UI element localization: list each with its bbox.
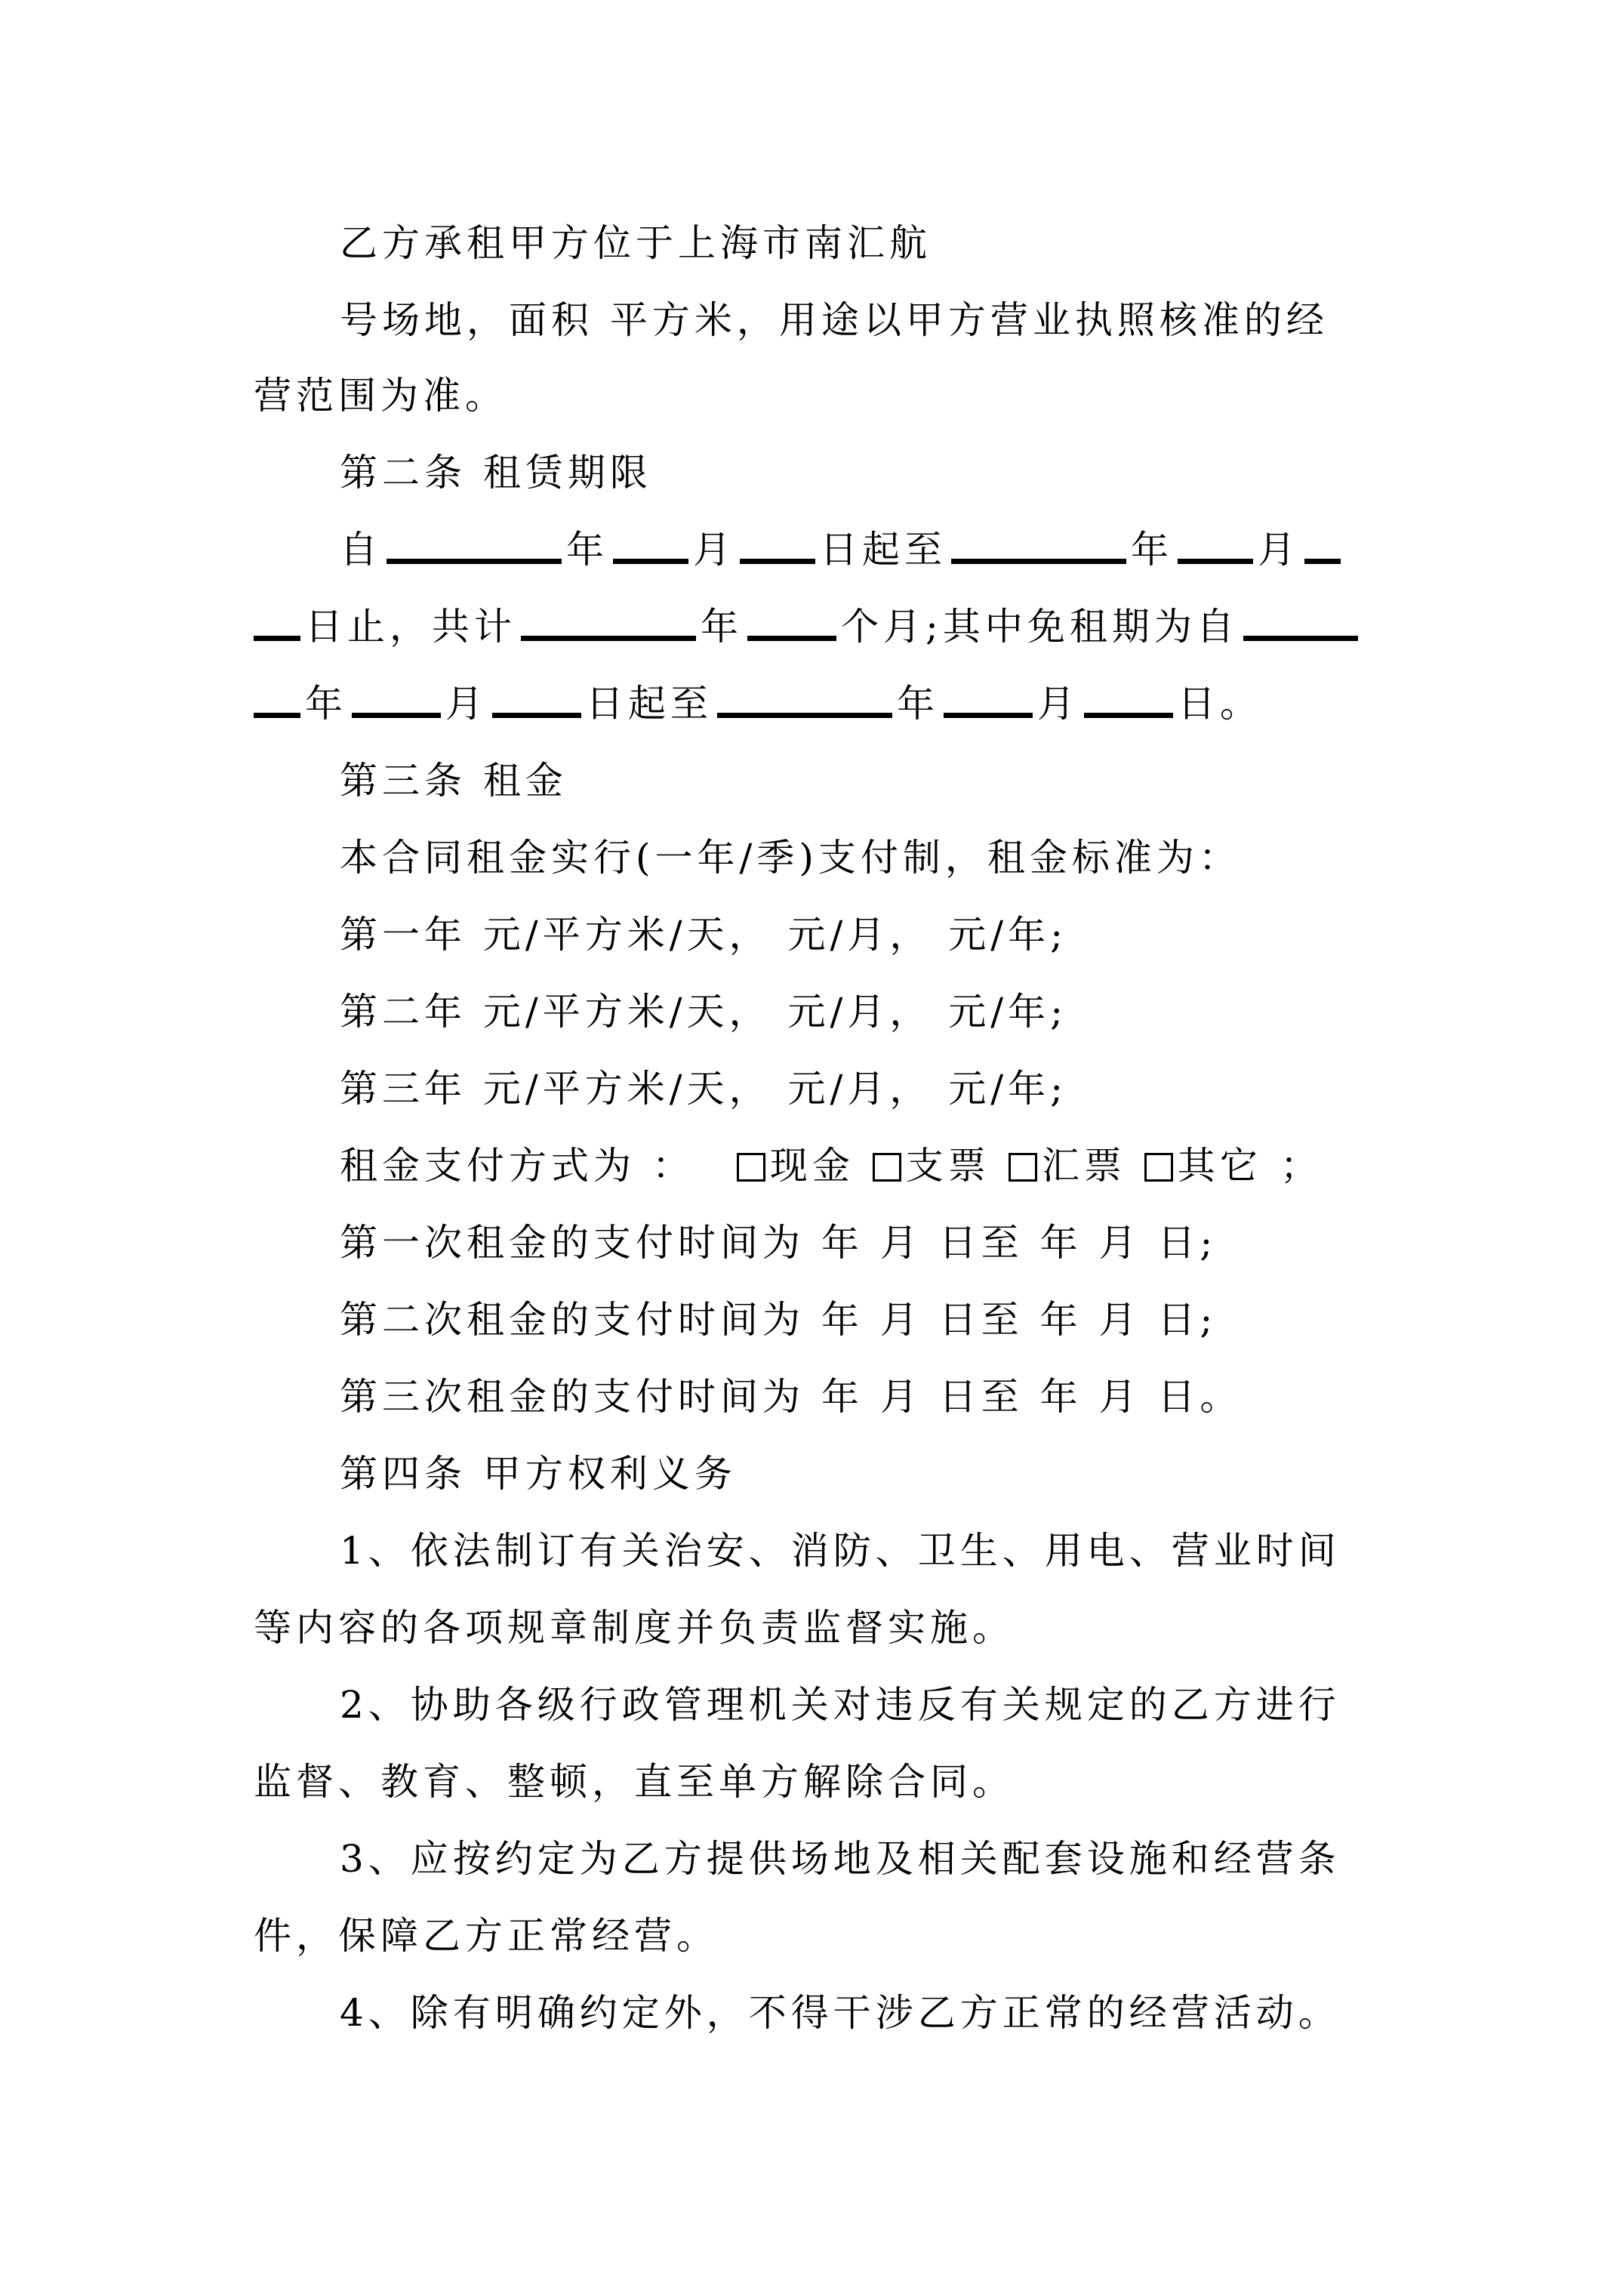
payment-method-label: 租金支付方式为 ： — [340, 1144, 694, 1188]
total-months-blank[interactable] — [747, 633, 836, 641]
article4-title: 第四条 甲方权利义务 — [340, 1452, 737, 1496]
end-month-blank[interactable] — [1178, 556, 1253, 564]
start-day-blank[interactable] — [740, 556, 815, 564]
payment-time-2: 第二次租金的支付时间为 年 月 日至 年 月 日; — [340, 1298, 1218, 1342]
article4-item3-line2: 件，保障乙方正常经营。 — [254, 1914, 719, 1958]
option-draft-label: 汇票 — [1041, 1144, 1126, 1188]
checkbox-cash[interactable] — [737, 1153, 765, 1182]
para1-line2: 号场地，面积 平方米，用途以甲方营业执照核准的经 — [340, 298, 1329, 342]
start-month-label: 月 — [693, 528, 735, 572]
free-start-month-blank[interactable] — [352, 710, 441, 718]
end-day-label: 日止，共计 — [305, 605, 516, 649]
end-day-blank-part2[interactable] — [254, 633, 300, 641]
checkbox-other[interactable] — [1144, 1153, 1173, 1182]
free-start-month-label: 月 — [445, 682, 488, 726]
option-check-label: 支票 — [905, 1144, 990, 1188]
start-day-label: 日起至 — [820, 528, 947, 572]
article4-item1-line2: 等内容的各项规章制度并负责监督实施。 — [254, 1606, 1015, 1650]
rent-year3: 第三年 元/平方米/天， 元/月， 元/年; — [340, 1067, 1067, 1111]
total-years-label: 年 — [701, 605, 743, 649]
end-year-label: 年 — [1131, 528, 1173, 572]
article4-item2-line2: 监督、教育、整顿，直至单方解除合同。 — [254, 1760, 1015, 1804]
payment-method-end: ； — [1280, 1144, 1323, 1188]
free-start-year-blank-part1[interactable] — [1243, 633, 1358, 641]
free-start-year-label: 年 — [305, 682, 347, 726]
end-month-label: 月 — [1258, 528, 1300, 572]
lease-term-line1 — [340, 527, 1341, 572]
article4-item4-line1: 4、除有明确约定外，不得干涉乙方正常的经营活动。 — [340, 1991, 1341, 2035]
free-end-day-label: 日。 — [1178, 682, 1262, 726]
start-month-blank[interactable] — [613, 556, 688, 564]
rent-free-from-label: 个月;其中免租期为自 — [841, 605, 1239, 649]
article3-title: 第三条 租金 — [340, 759, 568, 803]
rent-year1: 第一年 元/平方米/天， 元/月， 元/年; — [340, 913, 1067, 957]
lease-term-from: 自 — [340, 528, 382, 572]
para1-line3: 营范围为准。 — [254, 374, 507, 418]
option-other-label: 其它 — [1177, 1144, 1262, 1188]
free-end-year-blank[interactable] — [717, 710, 892, 718]
end-year-blank[interactable] — [951, 556, 1126, 564]
article2-title: 第二条 租赁期限 — [340, 451, 652, 495]
payment-time-1: 第一次租金的支付时间为 年 月 日至 年 月 日; — [340, 1221, 1218, 1265]
start-year-blank[interactable] — [387, 556, 562, 564]
free-start-year-blank-part2[interactable] — [254, 710, 300, 718]
payment-time-3: 第三次租金的支付时间为 年 月 日至 年 月 日。 — [340, 1375, 1243, 1419]
payment-method-line — [340, 1143, 1323, 1188]
free-end-day-blank[interactable] — [1084, 710, 1173, 718]
rent-intro: 本合同租金实行(一年/季)支付制，租金标准为： — [340, 836, 1241, 880]
free-end-month-label: 月 — [1037, 682, 1079, 726]
lease-term-line2 — [254, 604, 1358, 649]
checkbox-check[interactable] — [873, 1153, 901, 1182]
option-cash-label: 现金 — [769, 1144, 855, 1188]
total-years-blank[interactable] — [521, 633, 696, 641]
rent-year2: 第二年 元/平方米/天， 元/月， 元/年; — [340, 990, 1067, 1034]
lease-term-line3 — [254, 681, 1262, 726]
article4-item1-line1: 1、依法制订有关治安、消防、卫生、用电、营业时间 — [340, 1529, 1341, 1573]
free-start-day-label: 日起至 — [586, 682, 713, 726]
free-end-month-blank[interactable] — [944, 710, 1033, 718]
start-year-label: 年 — [566, 528, 608, 572]
article4-item2-line1: 2、协助各级行政管理机关对违反有关规定的乙方进行 — [340, 1683, 1341, 1727]
para1-line1: 乙方承租甲方位于上海市南汇航 — [340, 221, 932, 265]
free-start-day-blank[interactable] — [492, 710, 581, 718]
end-day-blank-part1[interactable] — [1304, 556, 1341, 564]
checkbox-draft[interactable] — [1009, 1153, 1037, 1182]
free-end-year-label: 年 — [897, 682, 939, 726]
article4-item3-line1: 3、应按约定为乙方提供场地及相关配套设施和经营条 — [340, 1837, 1341, 1881]
